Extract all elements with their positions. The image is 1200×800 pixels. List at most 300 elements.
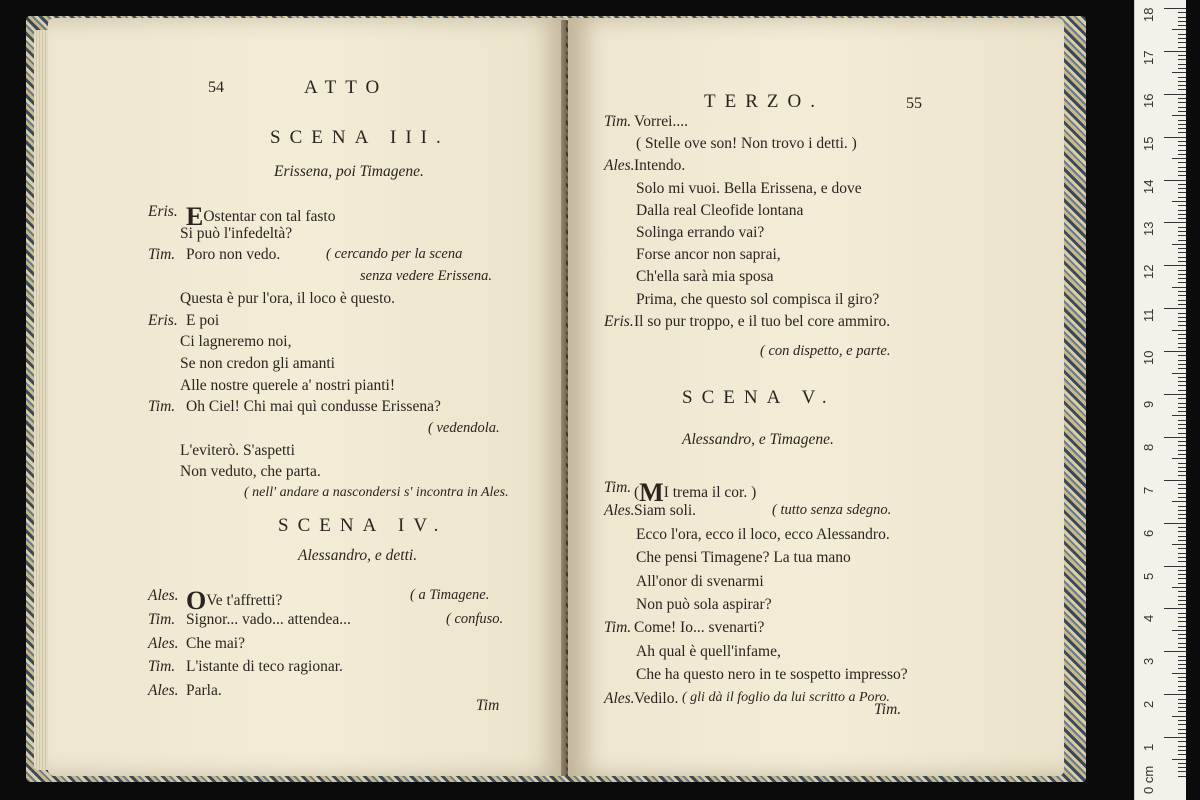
- ruler-tick: [1178, 754, 1186, 755]
- ruler-tick: [1178, 270, 1186, 271]
- ruler-tick: [1172, 673, 1186, 674]
- verse-line: [636, 225, 764, 241]
- ruler-tick: [1178, 304, 1186, 305]
- ruler-tick: [1178, 188, 1186, 189]
- speaker-label: Tim.: [148, 610, 176, 628]
- ruler-tick: [1178, 686, 1186, 687]
- ruler-tick: [1178, 403, 1186, 404]
- ruler-tick: [1178, 59, 1186, 60]
- verse-line: [180, 356, 335, 372]
- ruler-tick: [1178, 25, 1186, 26]
- ruler-tick: [1178, 205, 1186, 206]
- ruler-tick: [1178, 227, 1186, 228]
- ruler-tick: [1178, 12, 1186, 13]
- verse-text: Dalla real Cleofide lontana: [636, 201, 804, 219]
- ruler-tick: [1164, 222, 1186, 223]
- ruler-tick: [1164, 737, 1186, 738]
- ruler-label: 4: [1141, 615, 1156, 623]
- verse-line: [636, 247, 781, 263]
- ruler-tick: [1178, 291, 1186, 292]
- ruler-tick: [1178, 724, 1186, 725]
- speaker-label: Eris.: [604, 312, 634, 330]
- ruler-tick: [1178, 497, 1186, 498]
- ruler-label: 15: [1141, 136, 1156, 151]
- ruler-tick: [1164, 351, 1186, 352]
- verse-text: L'eviterò. S'aspetti: [180, 441, 295, 459]
- ruler-tick: [1164, 51, 1186, 52]
- ruler-tick: [1178, 132, 1186, 133]
- measuring-ruler: [1134, 0, 1186, 800]
- page-number: 54: [208, 79, 224, 96]
- ruler-tick: [1178, 162, 1186, 163]
- ruler-label: 11: [1141, 308, 1156, 323]
- ruler-label: 9: [1141, 400, 1156, 408]
- ruler-tick: [1178, 729, 1186, 730]
- stage-direction: senza vedere Erissena.: [360, 268, 492, 285]
- ruler-tick: [1178, 334, 1186, 335]
- verse-line: [634, 114, 688, 130]
- ruler-tick: [1178, 141, 1186, 142]
- speaker-label: Ales.: [148, 634, 179, 652]
- speaker-label: Ales.: [604, 689, 635, 707]
- ruler-tick: [1178, 638, 1186, 639]
- stage-direction: ( cercando per la scena: [326, 246, 463, 263]
- speaker-label: Ales.: [604, 157, 635, 175]
- verse-text: Non veduto, che parta.: [180, 463, 321, 481]
- ruler-label: 8: [1141, 443, 1156, 451]
- ruler-tick: [1178, 634, 1186, 635]
- verse-text: Intendo.: [634, 157, 686, 175]
- ruler-tick: [1178, 668, 1186, 669]
- verse-line: [180, 334, 292, 350]
- verse-text: Vedilo.: [634, 689, 679, 707]
- ruler-tick: [1178, 518, 1186, 519]
- ruler-tick: [1178, 175, 1186, 176]
- ruler-tick: [1178, 536, 1186, 537]
- scene-title: SCENA V.: [682, 387, 836, 408]
- ruler-tick: [1178, 154, 1186, 155]
- ruler-tick: [1178, 235, 1186, 236]
- verse-line: [636, 644, 781, 660]
- ruler-label: 3: [1141, 658, 1156, 666]
- ruler-tick: [1178, 364, 1186, 365]
- ruler-label: 14: [1141, 179, 1156, 194]
- verse-text: Oh Ciel! Chi mai quì condusse Erissena?: [186, 398, 441, 416]
- ruler-tick: [1178, 257, 1186, 258]
- ruler-tick: [1178, 150, 1186, 151]
- ruler-tick: [1178, 218, 1186, 219]
- ruler-tick: [1178, 617, 1186, 618]
- ruler-tick: [1178, 776, 1186, 777]
- ruler-tick: [1164, 694, 1186, 695]
- ruler-tick: [1178, 248, 1186, 249]
- verse-text: Forse ancor non saprai,: [636, 246, 781, 264]
- ruler-tick: [1178, 548, 1186, 549]
- verse-line: [180, 443, 295, 459]
- ruler-tick: [1178, 313, 1186, 314]
- ruler-label: 16: [1141, 93, 1156, 108]
- ruler-label: 18: [1141, 7, 1156, 22]
- ruler-tick: [1178, 424, 1186, 425]
- catchword: Tim.: [874, 701, 902, 718]
- verse-line: [636, 292, 879, 308]
- ruler-label: 2: [1141, 700, 1156, 709]
- ruler-tick: [1178, 656, 1186, 657]
- ruler-tick: [1178, 407, 1186, 408]
- ruler-tick: [1164, 523, 1186, 524]
- speaker-label: Tim.: [148, 246, 176, 264]
- ruler-tick: [1178, 240, 1186, 241]
- ruler-tick: [1172, 287, 1186, 288]
- stage-paren: (: [634, 484, 640, 501]
- ruler-tick: [1178, 574, 1186, 575]
- ruler-tick: [1178, 647, 1186, 648]
- scene-characters: Alessandro, e Timagene.: [682, 431, 834, 448]
- ruler-tick: [1164, 265, 1186, 266]
- ruler-label: 12: [1141, 264, 1156, 280]
- ruler-tick: [1172, 501, 1186, 502]
- ruler-tick: [1172, 29, 1186, 30]
- ruler-tick: [1178, 578, 1186, 579]
- ruler-tick: [1178, 55, 1186, 56]
- verse-line: [180, 291, 395, 307]
- ruler-tick: [1178, 21, 1186, 22]
- ruler-tick: [1164, 437, 1186, 438]
- ruler-tick: [1178, 317, 1186, 318]
- ruler-tick: [1178, 368, 1186, 369]
- ruler-tick: [1178, 681, 1186, 682]
- ruler-tick: [1178, 197, 1186, 198]
- verse-line: [636, 203, 803, 219]
- ruler-label: 10: [1141, 350, 1156, 366]
- ruler-tick: [1178, 463, 1186, 464]
- catchword: Tim: [476, 697, 500, 714]
- ruler-tick: [1178, 707, 1186, 708]
- scene-title: SCENA III.: [270, 127, 450, 148]
- ruler-tick: [1178, 711, 1186, 712]
- verse-line: [634, 620, 764, 636]
- ruler-tick: [1178, 763, 1186, 764]
- ruler-tick: [1178, 85, 1186, 86]
- ruler-tick: [1178, 111, 1186, 112]
- ruler-tick: [1178, 38, 1186, 39]
- ruler-tick: [1172, 158, 1186, 159]
- ruler-tick: [1178, 604, 1186, 605]
- ruler-label: 17: [1141, 50, 1156, 65]
- stage-direction: ( gli dà il foglio da lui scritto a Poro.: [682, 689, 890, 705]
- ruler-tick: [1178, 553, 1186, 554]
- speaker-label: Tim.: [604, 619, 632, 637]
- ruler-tick: [1178, 192, 1186, 193]
- speaker-label: Tim.: [148, 658, 176, 676]
- ruler-tick: [1178, 428, 1186, 429]
- ruler-tick: [1178, 450, 1186, 451]
- ruler-tick: [1178, 626, 1186, 627]
- verse-line: [634, 158, 685, 174]
- ruler-tick: [1178, 557, 1186, 558]
- ruler-tick: [1178, 210, 1186, 211]
- ruler-tick: [1178, 321, 1186, 322]
- ruler-tick: [1178, 171, 1186, 172]
- ruler-tick: [1178, 441, 1186, 442]
- stage-direction: ( vedendola.: [428, 420, 500, 436]
- ruler-tick: [1172, 630, 1186, 631]
- ruler-tick: [1178, 703, 1186, 704]
- ruler-tick: [1178, 690, 1186, 691]
- stage-direction: ( nell' andare a nascondersi s' incontra in Ales.: [244, 485, 509, 501]
- verse-line: [186, 636, 245, 652]
- verse-line: [636, 136, 857, 152]
- verse-text: Il so pur troppo, e il tuo bel core ammiro.: [634, 312, 891, 330]
- ruler-tick: [1172, 201, 1186, 202]
- ruler-tick: [1178, 767, 1186, 768]
- verse-text: All'onor di svenarmi: [636, 572, 764, 590]
- ruler-tick: [1178, 454, 1186, 455]
- ruler-tick: [1178, 475, 1186, 476]
- ruler-tick: [1178, 34, 1186, 35]
- ruler-tick: [1172, 244, 1186, 245]
- verse-text: Vorrei....: [634, 113, 688, 130]
- ruler-tick: [1178, 278, 1186, 279]
- ruler-tick: [1178, 420, 1186, 421]
- ruler-tick: [1178, 120, 1186, 121]
- ruler-tick: [1178, 343, 1186, 344]
- ruler-tick: [1178, 506, 1186, 507]
- ruler-tick: [1178, 531, 1186, 532]
- ruler-tick: [1178, 300, 1186, 301]
- ruler-tick: [1178, 261, 1186, 262]
- ruler-tick: [1178, 385, 1186, 386]
- verse-line: [186, 683, 222, 699]
- ruler-tick: [1178, 381, 1186, 382]
- ruler-tick: [1178, 274, 1186, 275]
- speaker-label: Tim.: [148, 398, 176, 416]
- verse-text: Come! Io... svenarti?: [634, 619, 765, 637]
- ruler-label: 1: [1141, 743, 1156, 752]
- ruler-tick: [1178, 77, 1186, 78]
- ruler-tick: [1172, 415, 1186, 416]
- ruler-tick: [1178, 583, 1186, 584]
- ruler-tick: [1178, 89, 1186, 90]
- ruler-tick: [1164, 180, 1186, 181]
- verse-line: [636, 597, 772, 613]
- page-number: 55: [906, 95, 922, 112]
- ruler-tick: [1172, 373, 1186, 374]
- verse-text: Che mai?: [186, 634, 245, 652]
- ruler-tick: [1178, 664, 1186, 665]
- speaker-label: Eris.: [148, 311, 178, 329]
- verse-text: Ve t'affretti?: [206, 592, 283, 609]
- ruler-tick: [1172, 759, 1186, 760]
- ruler-tick: [1178, 398, 1186, 399]
- verse-text: Alle nostre querele a' nostri pianti!: [180, 376, 395, 394]
- verse-text: Se non credon gli amanti: [180, 354, 335, 372]
- speaker-label: Tim.: [604, 479, 632, 496]
- ruler-tick: [1172, 587, 1186, 588]
- ruler-tick: [1178, 411, 1186, 412]
- ruler-tick: [1178, 360, 1186, 361]
- verse-line: [636, 269, 774, 285]
- ruler-tick: [1178, 527, 1186, 528]
- verse-line: [636, 667, 908, 683]
- verse-text: Ostentar con tal fasto: [203, 208, 336, 225]
- verse-line: [636, 550, 851, 566]
- verse-text: Ci lagneremo noi,: [180, 333, 292, 351]
- ruler-tick: [1178, 660, 1186, 661]
- verse-line: [186, 659, 343, 675]
- ruler-tick: [1164, 8, 1186, 9]
- stage-direction: ( confuso.: [446, 610, 504, 627]
- ruler-tick: [1178, 493, 1186, 494]
- ruler-tick: [1178, 771, 1186, 772]
- ruler-label: 13: [1141, 221, 1156, 237]
- ruler-tick: [1178, 488, 1186, 489]
- stage-direction: ( con dispetto, e parte.: [760, 343, 891, 359]
- ruler-tick: [1178, 295, 1186, 296]
- verse-text: Prima, che questo sol compisca il giro?: [636, 290, 880, 308]
- ruler-tick: [1178, 433, 1186, 434]
- ruler-tick: [1178, 128, 1186, 129]
- ruler-tick: [1178, 64, 1186, 65]
- verse-text: Che pensi Timagene? La tua mano: [636, 549, 851, 567]
- verse-line: [636, 574, 764, 590]
- ruler-tick: [1178, 347, 1186, 348]
- ruler-tick: [1178, 325, 1186, 326]
- ruler-tick: [1178, 741, 1186, 742]
- ruler-tick: [1172, 716, 1186, 717]
- stage-direction: ( tutto senza sdegno.: [772, 502, 892, 519]
- ruler-tick: [1178, 750, 1186, 751]
- ruler-tick: [1178, 613, 1186, 614]
- verse-text: E poi: [186, 311, 220, 329]
- ruler-tick: [1164, 480, 1186, 481]
- ruler-tick: [1164, 651, 1186, 652]
- ruler-tick: [1172, 458, 1186, 459]
- verse-text: Poro non vedo.: [186, 246, 281, 264]
- ruler-tick: [1178, 561, 1186, 562]
- ruler-tick: [1172, 115, 1186, 116]
- ruler-tick: [1178, 596, 1186, 597]
- ruler-tick: [1178, 47, 1186, 48]
- verse-line: [636, 527, 890, 543]
- ruler-tick: [1172, 544, 1186, 545]
- verse-line: [634, 691, 678, 707]
- left-page: [48, 18, 566, 776]
- decorated-initial: O: [186, 586, 207, 615]
- verse-line: [186, 612, 351, 628]
- ruler-tick: [1178, 471, 1186, 472]
- ruler-tick: [1178, 733, 1186, 734]
- ruler-label: 0 cm: [1141, 765, 1156, 794]
- ruler-tick: [1178, 621, 1186, 622]
- ruler-tick: [1164, 566, 1186, 567]
- speaker-label: Ales.: [604, 502, 635, 520]
- verse-line: [186, 313, 219, 329]
- ruler-tick: [1178, 252, 1186, 253]
- speaker-label: Eris.: [148, 203, 178, 220]
- scene-characters: Alessandro, e detti.: [298, 547, 418, 564]
- verse-text: I trema il cor. ): [663, 484, 757, 501]
- verse-text: Ecco l'ora, ecco il loco, ecco Alessandro.: [636, 525, 890, 543]
- speaker-label: Tim.: [604, 113, 632, 130]
- decorated-initial: M: [639, 478, 664, 507]
- running-head: TERZO.: [704, 91, 824, 112]
- ruler-tick: [1178, 98, 1186, 99]
- ruler-tick: [1178, 720, 1186, 721]
- ruler-tick: [1178, 467, 1186, 468]
- ruler-tick: [1164, 394, 1186, 395]
- verse-text: Siam soli.: [634, 502, 697, 520]
- ruler-tick: [1178, 600, 1186, 601]
- ruler-tick: [1178, 214, 1186, 215]
- verse-line: [186, 399, 441, 415]
- verse-text: Che ha questo nero in te sospetto impresso?: [636, 666, 908, 684]
- verse-text: Solo mi vuoi. Bella Erissena, e dove: [636, 179, 862, 197]
- verse-line: [634, 314, 890, 330]
- decorated-initial: E: [186, 202, 204, 231]
- ruler-tick: [1178, 17, 1186, 18]
- verse-line: [636, 181, 862, 197]
- ruler-tick: [1178, 184, 1186, 185]
- ruler-tick: [1178, 355, 1186, 356]
- verse-line: [186, 247, 280, 263]
- ruler-tick: [1178, 390, 1186, 391]
- ruler-tick: [1178, 81, 1186, 82]
- verse-text: ( Stelle ove son! Non trovo i detti. ): [636, 135, 857, 153]
- ruler-tick: [1164, 308, 1186, 309]
- verse-text: Signor... vado... attendea...: [186, 610, 351, 628]
- ruler-tick: [1178, 124, 1186, 125]
- ruler-tick: [1178, 377, 1186, 378]
- ruler-tick: [1178, 231, 1186, 232]
- ruler-tick: [1178, 570, 1186, 571]
- ruler-tick: [1178, 107, 1186, 108]
- verse-line: [634, 503, 696, 519]
- ruler-label: 7: [1141, 486, 1156, 494]
- verse-text: Non può sola aspirar?: [636, 596, 772, 613]
- verse-text: Ch'ella sarà mia sposa: [636, 268, 774, 286]
- verse-text: Si può l'infedeltà?: [180, 224, 293, 242]
- ruler-tick: [1178, 746, 1186, 747]
- scene-title: SCENA IV.: [278, 515, 448, 536]
- verse-line: [180, 464, 321, 480]
- ruler-tick: [1178, 282, 1186, 283]
- ruler-tick: [1178, 445, 1186, 446]
- ruler-tick: [1178, 68, 1186, 69]
- ruler-label: 6: [1141, 529, 1156, 537]
- ruler-tick: [1172, 330, 1186, 331]
- ruler-tick: [1178, 42, 1186, 43]
- ruler-tick: [1178, 591, 1186, 592]
- ruler-tick: [1178, 677, 1186, 678]
- ruler-tick: [1178, 167, 1186, 168]
- ruler-tick: [1178, 699, 1186, 700]
- verse-text: L'istante di teco ragionar.: [186, 658, 343, 676]
- ruler-tick: [1164, 137, 1186, 138]
- verse-text: Ah qual è quell'infame,: [636, 642, 781, 660]
- right-page: [568, 18, 1064, 776]
- running-head: ATTO: [304, 77, 389, 98]
- verse-text: Parla.: [186, 682, 222, 700]
- ruler-tick: [1178, 643, 1186, 644]
- ruler-tick: [1178, 102, 1186, 103]
- verse-line: [180, 226, 292, 242]
- ruler-tick: [1164, 608, 1186, 609]
- ruler-label: 5: [1141, 572, 1156, 580]
- ruler-tick: [1178, 540, 1186, 541]
- ruler-tick: [1178, 514, 1186, 515]
- ruler-tick: [1164, 94, 1186, 95]
